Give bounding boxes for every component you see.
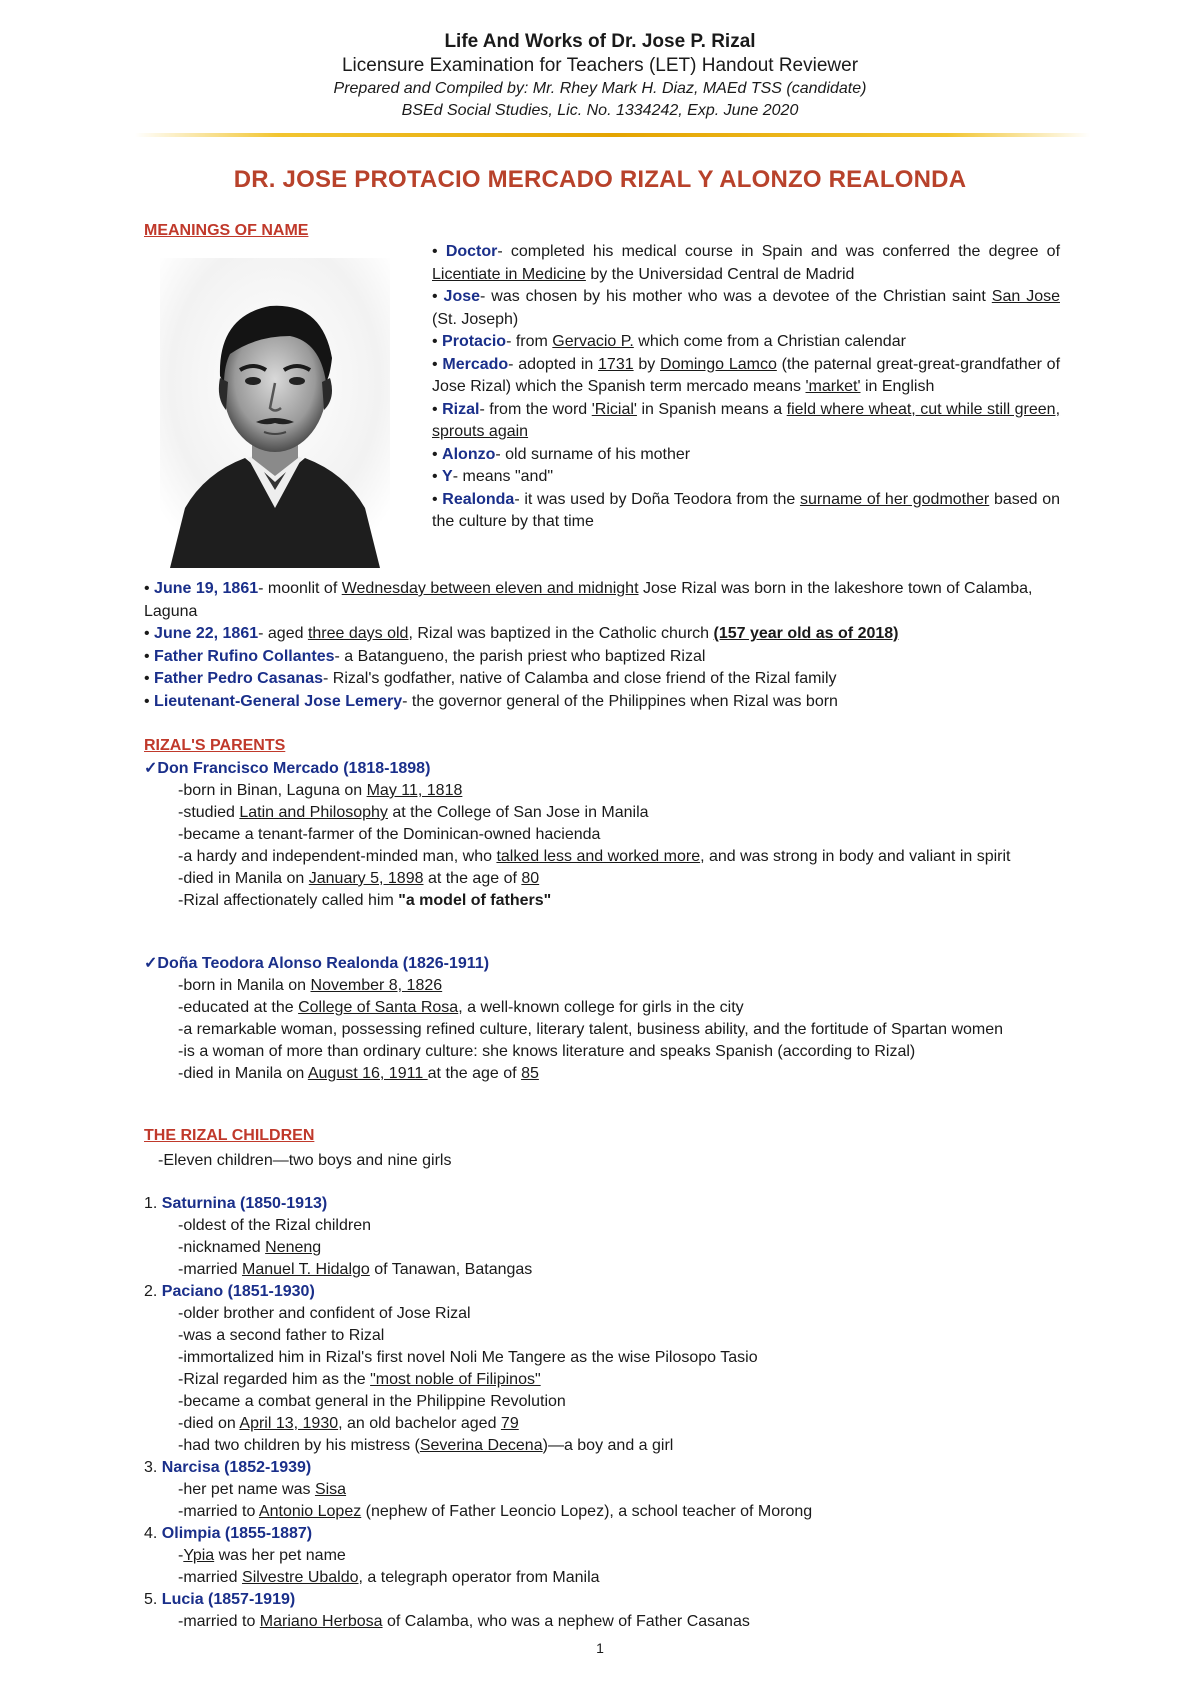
meaning-mercado: • Mercado- adopted in 1731 by Domingo Lamco (the paternal great-great-grandfather of Jose Rizal) which the Spanish term mercado means 'market' in English bbox=[432, 355, 1061, 395]
fact-baptism: • June 22, 1861- aged three days old, Rizal was baptized in the Catholic church (157 year old as of 2018) bbox=[144, 625, 899, 642]
document-header bbox=[0, 30, 1200, 122]
section-heading-parents: RIZAL'S PARENTS bbox=[144, 737, 286, 754]
meaning-jose: • Jose- was chosen by his mother who was a devotee of the Christian saint San Jose (St. Joseph) bbox=[432, 288, 1060, 328]
fact-priest: • Father Rufino Collantes- a Batangueno, the parish priest who baptized Rizal bbox=[144, 647, 706, 665]
rizal-portrait bbox=[160, 258, 390, 568]
father-name: ✓Don Francisco Mercado (1818-1898) bbox=[144, 760, 431, 777]
section-heading-children: THE RIZAL CHILDREN bbox=[144, 1127, 315, 1144]
author-line: Prepared and Compiled by: Mr. Rhey Mark H. Diaz, MAEd TSS (candidate) bbox=[333, 80, 867, 97]
meaning-rizal: • Rizal- from the word 'Ricial' in Spanish means a field where wheat, cut while still green, sprouts again bbox=[432, 400, 1061, 440]
meaning-alonzo: • Alonzo- old surname of his mother bbox=[432, 445, 691, 463]
fact-governor: • Lieutenant-General Jose Lemery- the governor general of the Philippines when Rizal was born bbox=[144, 692, 838, 710]
meaning-realonda: • Realonda- it was used by Doña Teodora from the surname of her godmother based on the culture by that time bbox=[432, 490, 1061, 530]
name-meanings-list bbox=[432, 241, 1060, 534]
section-heading-meanings: MEANINGS OF NAME bbox=[144, 222, 309, 239]
mother-details: -born in Manila on November 8, 1826 -educated at the College of Santa Rosa, a well-known college for girls in the city -a remarkable woman, possessing refined culture, literary talent, business ability, and the fortitude of Spartan women -is a woman of more than ordinary culture: she knows literature and speaks Spanish (according to Rizal) -died in Manila on August 16, 1911 at the age of 85 bbox=[178, 977, 1004, 1082]
meaning-protacio: • Protacio- from Gervacio P. which come from a Christian calendar bbox=[432, 333, 906, 350]
mother-name: ✓Doña Teodora Alonso Realonda (1826-1911) bbox=[144, 955, 490, 972]
meaning-y: • Y- means "and" bbox=[432, 468, 554, 485]
fact-godfather: • Father Pedro Casanas- Rizal's godfather, native of Calamba and close friend of the Rizal family bbox=[144, 670, 837, 687]
children-intro: -Eleven children—two boys and nine girls bbox=[158, 1152, 452, 1169]
check-icon: ✓ bbox=[144, 760, 158, 777]
page-number: 1 bbox=[596, 1640, 604, 1656]
meaning-doctor: • Doctor- completed his medical course in Spain and was conferred the degree of Licentiate in Medicine by the Universidad Central de Madrid bbox=[432, 243, 1061, 283]
fact-birth: • June 19, 1861- moonlit of Wednesday between eleven and midnight Jose Rizal was born in the lakeshore town of Calamba, Laguna bbox=[144, 580, 1033, 620]
license-line: BSEd Social Studies, Lic. No. 1334242, Exp. June 2020 bbox=[401, 102, 799, 119]
child-lucia: 5. Lucia (1857-1919) -married to Mariano Herbosa of Calamba, who was a nephew of Father Casanas bbox=[144, 1591, 750, 1630]
children-list bbox=[144, 1193, 812, 1633]
child-narcisa: 3. Narcisa (1852-1939) -her pet name was Sisa -married to Antonio Lopez (nephew of Father Leoncio Lopez), a school teacher of Morong bbox=[144, 1459, 813, 1520]
child-paciano: 2. Paciano (1851-1930) -older brother and confident of Jose Rizal -was a second father to Rizal -immortalized him in Rizal's first novel Noli Me Tangere as the wise Pilosopo Tasio -Rizal regarded him as the "most noble of Filipinos" -became a combat general in the Philippine Revolution -died on April 13, 1930, an old bachelor aged 79 -had two children by his mistress (Severina Decena)—a boy and a girl bbox=[144, 1283, 758, 1454]
reviewer-title: Licensure Examination for Teachers (LET) Handout Reviewer bbox=[341, 55, 859, 76]
page-title: DR. JOSE PROTACIO MERCADO RIZAL Y ALONZO REALONDA bbox=[233, 166, 967, 193]
check-icon: ✓ bbox=[144, 955, 158, 972]
child-olimpia: 4. Olimpia (1855-1887) -Ypia was her pet name -married Silvestre Ubaldo, a telegraph operator from Manila bbox=[144, 1525, 600, 1586]
father-details: -born in Binan, Laguna on May 11, 1818 -studied Latin and Philosophy at the College of San Jose in Manila -became a tenant-farmer of the Dominican-owned hacienda -a hardy and independent-minded man, who talked less and worked more, and was strong in body and valiant in spirit -died in Manila on January 5, 1898 at the age of 80 -Rizal affectionately called him "a model of fathers" bbox=[178, 782, 1011, 909]
header-divider bbox=[135, 133, 1090, 137]
child-saturnina: 1. Saturnina (1850-1913) -oldest of the Rizal children -nicknamed Neneng -married Manuel T. Hidalgo of Tanawan, Batangas bbox=[144, 1195, 533, 1278]
course-title: Life And Works of Dr. Jose P. Rizal bbox=[444, 31, 756, 52]
birth-facts-list bbox=[144, 578, 1064, 713]
